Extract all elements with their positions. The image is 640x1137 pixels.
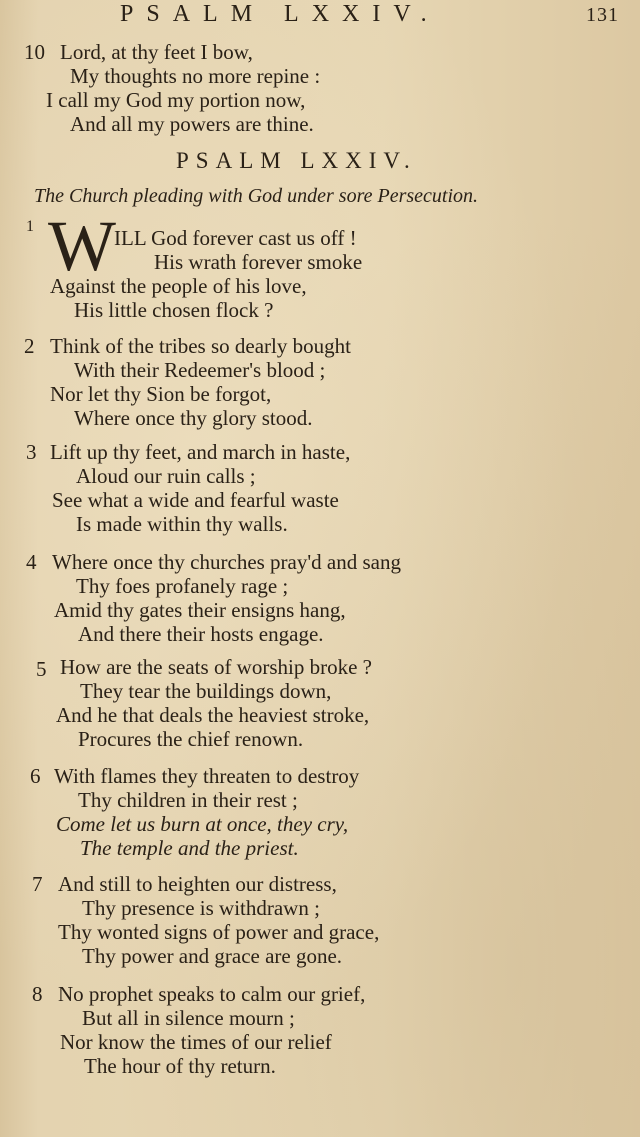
verse-line: Where once thy churches pray'd and sang xyxy=(52,550,401,574)
stanza-number: 6 xyxy=(30,764,41,788)
verse-line: With flames they threaten to destroy xyxy=(54,764,360,788)
verse-line: Thy foes profanely rage ; xyxy=(76,574,289,598)
verse-line: How are the seats of worship broke ? xyxy=(60,655,372,679)
verse-line: Procures the chief renown. xyxy=(78,727,304,751)
stanza-number: 4 xyxy=(26,550,37,574)
verse-line: Nor know the times of our relief xyxy=(60,1030,332,1054)
verse-line: Thy wonted signs of power and grace, xyxy=(58,920,380,944)
verse-line: Thy power and grace are gone. xyxy=(82,944,343,968)
verse-line: No prophet speaks to calm our grief, xyxy=(58,982,366,1006)
verse-line: His little chosen flock ? xyxy=(74,298,274,322)
stanza-number: 5 xyxy=(36,657,47,681)
verse-line: Where once thy glory stood. xyxy=(74,406,313,430)
verse-line: Nor let thy Sion be forgot, xyxy=(50,382,272,406)
verse-line: Come let us burn at once, they cry, xyxy=(56,812,349,836)
verse-line: Think of the tribes so dearly bought xyxy=(50,334,351,358)
drop-cap: W xyxy=(48,206,116,286)
verse-line: The temple and the priest. xyxy=(80,836,299,860)
verse-line: Lift up thy feet, and march in haste, xyxy=(50,440,351,464)
verse-line: Thy presence is withdrawn ; xyxy=(82,896,320,920)
verse-line: But all in silence mourn ; xyxy=(82,1006,295,1030)
verse-line: And all my powers are thine. xyxy=(70,112,314,136)
verse-line: ILL God forever cast us off ! xyxy=(114,226,357,250)
verse-line: The hour of thy return. xyxy=(84,1054,276,1078)
psalm-subtitle: The Church pleading with God under sore Persecution. xyxy=(34,185,479,207)
verse-line: Lord, at thy feet I bow, xyxy=(60,40,253,64)
stanza-number: 2 xyxy=(24,334,35,358)
verse-line: And he that deals the heaviest stroke, xyxy=(56,703,370,727)
verse-line: And there their hosts engage. xyxy=(78,622,324,646)
verse-line: And still to heighten our distress, xyxy=(58,872,337,896)
stanza-number: 3 xyxy=(26,440,37,464)
verse-line: Aloud our ruin calls ; xyxy=(76,464,256,488)
page-number: 131 xyxy=(586,4,619,26)
verse-line: Thy children in their rest ; xyxy=(78,788,298,812)
verse-line: I call my God my portion now, xyxy=(46,88,306,112)
stanza-number: 8 xyxy=(32,982,43,1006)
stanza-number: 1 xyxy=(26,218,34,235)
verse-line: They tear the buildings down, xyxy=(80,679,332,703)
verse-line: His wrath forever smoke xyxy=(154,250,363,274)
psalm-title: PSALM LXXIV. xyxy=(176,148,417,173)
verse-line: With their Redeemer's blood ; xyxy=(74,358,326,382)
verse-line: My thoughts no more repine : xyxy=(70,64,321,88)
verse-line: Against the people of his love, xyxy=(50,274,307,298)
verse-line: Amid thy gates their ensigns hang, xyxy=(54,598,346,622)
verse-line: See what a wide and fearful waste xyxy=(52,488,339,512)
running-header: PSALM LXXIV. xyxy=(120,1,440,27)
stanza-number: 10 xyxy=(24,40,45,64)
verse-line: Is made within thy walls. xyxy=(76,512,288,536)
stanza-number: 7 xyxy=(32,872,43,896)
